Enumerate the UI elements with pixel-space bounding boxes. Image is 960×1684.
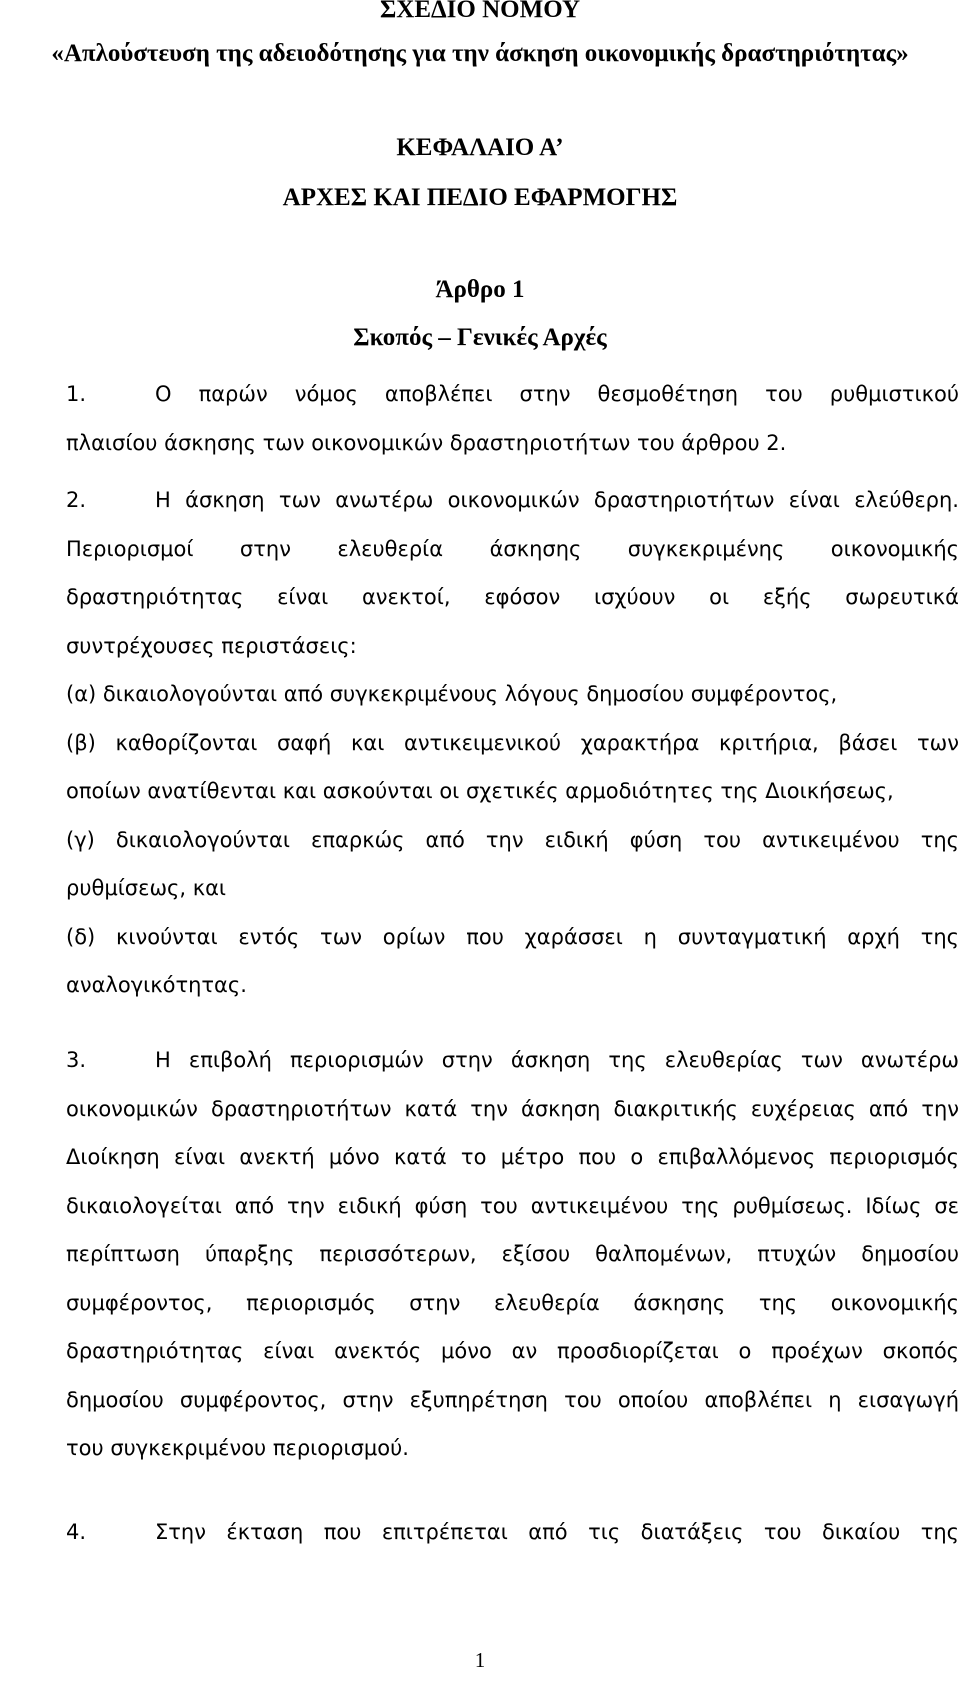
paragraph-text: Στην έκταση που επιτρέπεται από τις διατάξεις του δικαίου της [155, 1520, 959, 1544]
paragraph-4-line [66, 1508, 959, 1557]
paragraph-3-line: του συγκεκριμένου περιορισμού. [66, 1436, 409, 1460]
paragraph-2 [66, 476, 959, 1010]
paragraph-3-line: Διοίκηση είναι ανεκτή μόνο κατά το μέτρο που ο επιβαλλόμενος περιορισμός [66, 1145, 959, 1169]
paragraph-1 [66, 370, 959, 467]
paragraph-1-line [66, 370, 959, 419]
paragraph-2-line: συντρέχουσες περιστάσεις: [66, 633, 357, 658]
paragraph-3-line: δικαιολογείται από την ειδική φύση του αντικειμένου της ρυθμίσεως. Ιδίως σε [66, 1193, 959, 1218]
paragraph-3 [66, 1036, 959, 1473]
list-item-d: (δ) κινούνται εντός των ορίων που χαράσσει η συνταγματική αρχή της [66, 924, 959, 949]
paragraph-1-line: πλαισίου άσκησης των οικονομικών δραστηριοτήτων του άρθρου 2. [66, 430, 787, 455]
chapter-title: ΑΡΧΕΣ ΚΑΙ ΠΕΔΙΟ ΕΦΑΡΜΟΓΗΣ [282, 184, 678, 211]
paragraph-3-line: περίπτωση ύπαρξης περισσότερων, εξίσου θαλπομένων, πτυχών δημοσίου [66, 1242, 959, 1266]
paragraph-number: 2. [66, 488, 87, 512]
article-heading: Άρθρο 1 [435, 276, 525, 303]
paragraph-3-line: δημοσίου συμφέροντος, στην εξυπηρέτηση του οποίου αποβλέπει η εισαγωγή [66, 1387, 959, 1412]
document-subtitle: «Απλούστευση της αδειοδότησης για την άσκηση οικονομικής δραστηριότητας» [51, 40, 909, 67]
list-item-c: (γ) δικαιολογούνται επαρκώς από την ειδική φύση του αντικειμένου της [66, 827, 959, 852]
paragraph-3-line: οικονομικών δραστηριοτήτων κατά την άσκηση διακριτικής ευχέρειας από την [66, 1096, 959, 1121]
document-title: ΣΧΕΔΙΟ ΝΟΜΟΥ [379, 0, 581, 23]
list-item-d-cont: αναλογικότητας. [66, 973, 247, 997]
article-title: Σκοπός – Γενικές Αρχές [353, 324, 607, 351]
paragraph-number: 1. [66, 382, 87, 406]
paragraph-2-line [66, 476, 959, 525]
paragraph-4 [66, 1508, 959, 1557]
paragraph-3-line [66, 1036, 959, 1085]
list-item-b: (β) καθορίζονται σαφή και αντικειμενικού χαρακτήρα κριτήρια, βάσει των [66, 730, 959, 755]
paragraph-2-line: δραστηριότητας είναι ανεκτοί, εφόσον ισχύουν οι εξής σωρευτικά [66, 585, 959, 609]
page-number: 1 [474, 1648, 486, 1672]
list-item-b-cont: οποίων ανατίθενται και ασκούνται οι σχετικές αρμοδιότητες της Διοικήσεως, [66, 779, 894, 803]
paragraph-text: Ο παρών νόμος αποβλέπει στην θεσμοθέτηση του ρυθμιστικού [155, 382, 959, 406]
list-item-c-cont: ρυθμίσεως, και [66, 876, 227, 900]
paragraph-2-line: Περιορισμοί στην ελευθερία άσκησης συγκεκριμένης οικονομικής [66, 536, 959, 561]
paragraph-number: 3. [66, 1048, 87, 1072]
chapter-heading: ΚΕΦΑΛΑΙΟ Α’ [396, 134, 564, 161]
paragraph-number: 4. [66, 1520, 87, 1544]
paragraph-3-line: συμφέροντος, περιορισμός στην ελευθερία άσκησης της οικονομικής [66, 1290, 959, 1315]
paragraph-text: Η άσκηση των ανωτέρω οικονομικών δραστηριοτήτων είναι ελεύθερη. [155, 488, 959, 512]
paragraph-3-line: δραστηριότητας είναι ανεκτός μόνο αν προσδιορίζεται ο προέχων σκοπός [66, 1339, 959, 1363]
paragraph-text: Η επιβολή περιορισμών στην άσκηση της ελευθερίας των ανωτέρω [155, 1048, 959, 1072]
list-item-a: (α) δικαιολογούνται από συγκεκριμένους λόγους δημοσίου συμφέροντος, [66, 682, 838, 706]
